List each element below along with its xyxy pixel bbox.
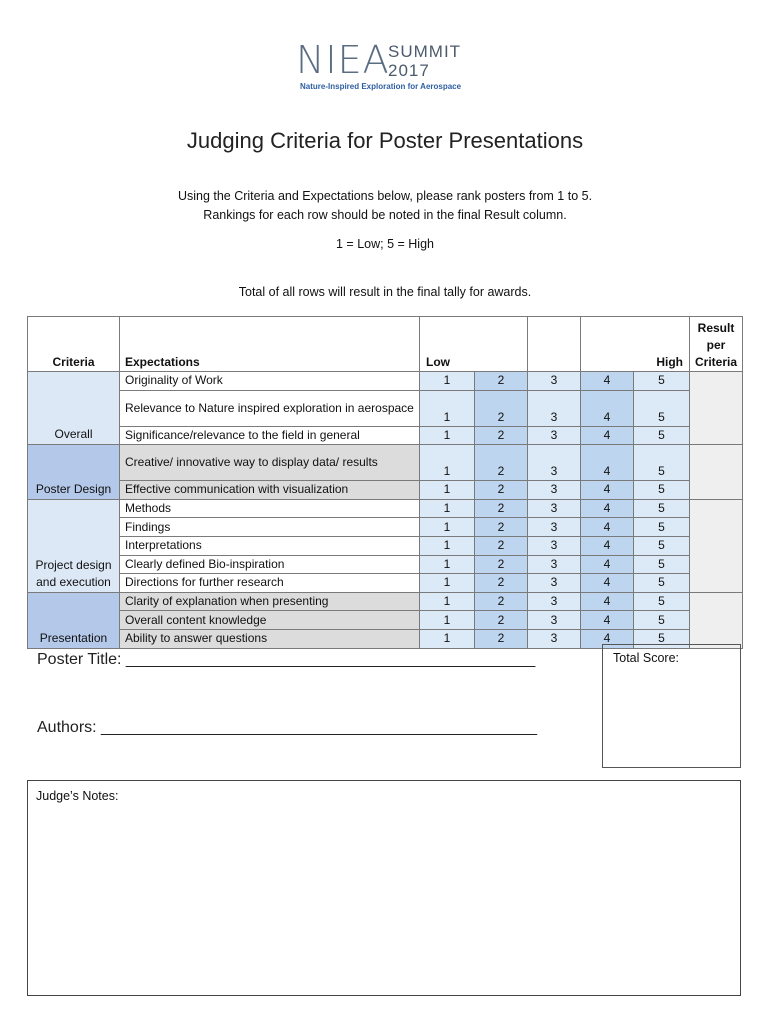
logo-niea-text: NIEA — [296, 38, 390, 82]
score-option-3[interactable]: 3 — [528, 536, 581, 555]
judging-table — [27, 316, 743, 649]
score-option-1[interactable]: 1 — [420, 536, 475, 555]
mid-header-blank — [528, 317, 581, 372]
expectation-cell: Clarity of explanation when presenting — [120, 592, 420, 611]
result-cell[interactable] — [690, 592, 743, 648]
total-note: Total of all rows will result in the final tally for awards. — [238, 285, 532, 299]
score-option-2[interactable]: 2 — [475, 536, 528, 555]
score-option-5[interactable]: 5 — [634, 481, 690, 500]
score-option-1[interactable]: 1 — [420, 629, 475, 648]
judges-notes-label: Judge’s Notes: — [36, 789, 119, 803]
result-cell[interactable] — [690, 445, 743, 500]
score-option-2[interactable]: 2 — [475, 499, 528, 518]
score-option-3[interactable]: 3 — [528, 481, 581, 500]
expectation-cell: Relevance to Nature inspired exploration in aerospace — [120, 390, 420, 426]
score-option-2[interactable]: 2 — [475, 592, 528, 611]
score-option-5[interactable]: 5 — [634, 426, 690, 445]
criteria-header: Criteria — [28, 317, 120, 372]
expectation-cell: Originality of Work — [120, 372, 420, 391]
low-header: Low — [420, 317, 528, 372]
table-row — [28, 481, 743, 500]
table-row — [28, 536, 743, 555]
score-option-3[interactable]: 3 — [528, 426, 581, 445]
score-option-5[interactable]: 5 — [634, 445, 690, 481]
judges-notes-box[interactable] — [27, 780, 741, 996]
score-option-2[interactable]: 2 — [475, 426, 528, 445]
score-option-4[interactable]: 4 — [581, 426, 634, 445]
expectation-cell: Findings — [120, 518, 420, 537]
score-option-1[interactable]: 1 — [420, 372, 475, 391]
score-option-2[interactable]: 2 — [475, 481, 528, 500]
expectations-header: Expectations — [120, 317, 420, 372]
score-option-2[interactable]: 2 — [475, 390, 528, 426]
score-option-4[interactable]: 4 — [581, 390, 634, 426]
table-row — [28, 592, 743, 611]
score-option-1[interactable]: 1 — [420, 481, 475, 500]
expectation-cell: Effective communication with visualization — [120, 481, 420, 500]
logo-summit-text: SUMMIT — [388, 42, 462, 61]
score-option-4[interactable]: 4 — [581, 592, 634, 611]
score-option-3[interactable]: 3 — [528, 445, 581, 481]
score-option-4[interactable]: 4 — [581, 445, 634, 481]
score-option-4[interactable]: 4 — [581, 536, 634, 555]
score-option-4[interactable]: 4 — [581, 518, 634, 537]
score-option-5[interactable]: 5 — [634, 372, 690, 391]
score-option-1[interactable]: 1 — [420, 611, 475, 630]
high-header: High — [581, 317, 690, 372]
result-cell[interactable] — [690, 372, 743, 445]
intro-line-1: Using the Criteria and Expectations below, please rank posters from 1 to 5. — [177, 189, 593, 203]
score-option-2[interactable]: 2 — [475, 372, 528, 391]
score-option-5[interactable]: 5 — [634, 574, 690, 593]
total-score-label: Total Score: — [613, 651, 680, 665]
score-option-1[interactable]: 1 — [420, 426, 475, 445]
result-cell[interactable] — [690, 499, 743, 592]
score-option-5[interactable]: 5 — [634, 555, 690, 574]
score-option-5[interactable]: 5 — [634, 499, 690, 518]
score-option-1[interactable]: 1 — [420, 592, 475, 611]
score-option-2[interactable]: 2 — [475, 629, 528, 648]
poster-title-field[interactable]: Poster Title: ______________________________________________ — [37, 651, 536, 668]
score-option-1[interactable]: 1 — [420, 499, 475, 518]
score-option-3[interactable]: 3 — [528, 518, 581, 537]
table-row — [28, 555, 743, 574]
score-option-3[interactable]: 3 — [528, 592, 581, 611]
score-option-4[interactable]: 4 — [581, 481, 634, 500]
result-header: Result per Criteria — [690, 317, 743, 372]
score-option-5[interactable]: 5 — [634, 611, 690, 630]
score-option-3[interactable]: 3 — [528, 611, 581, 630]
expectation-cell: Methods — [120, 499, 420, 518]
score-option-1[interactable]: 1 — [420, 390, 475, 426]
score-option-4[interactable]: 4 — [581, 574, 634, 593]
expectation-cell: Directions for further research — [120, 574, 420, 593]
scale-note: 1 = Low; 5 = High — [336, 237, 434, 251]
score-option-3[interactable]: 3 — [528, 555, 581, 574]
logo-tagline: Nature-Inspired Exploration for Aerospace — [300, 82, 462, 91]
score-option-2[interactable]: 2 — [475, 574, 528, 593]
table-row — [28, 372, 743, 391]
niea-logo — [296, 40, 486, 96]
score-option-1[interactable]: 1 — [420, 445, 475, 481]
authors-field[interactable]: Authors: _________________________________________________ — [37, 719, 538, 736]
expectation-cell: Interpretations — [120, 536, 420, 555]
criteria-cell: Overall — [28, 372, 120, 445]
score-option-3[interactable]: 3 — [528, 372, 581, 391]
score-option-5[interactable]: 5 — [634, 390, 690, 426]
expectation-cell: Overall content knowledge — [120, 611, 420, 630]
page-title: Judging Criteria for Poster Presentations — [186, 128, 584, 153]
table-row — [28, 426, 743, 445]
score-option-3[interactable]: 3 — [528, 499, 581, 518]
score-option-4[interactable]: 4 — [581, 555, 634, 574]
table-row — [28, 518, 743, 537]
score-option-2[interactable]: 2 — [475, 611, 528, 630]
score-option-1[interactable]: 1 — [420, 574, 475, 593]
score-option-2[interactable]: 2 — [475, 445, 528, 481]
criteria-cell: Presentation — [28, 592, 120, 648]
criteria-cell: Project design and execution — [28, 499, 120, 592]
criteria-cell: Poster Design — [28, 445, 120, 500]
score-option-1[interactable]: 1 — [420, 518, 475, 537]
logo-year-text: 2017 — [388, 61, 430, 80]
table-row — [28, 574, 743, 593]
score-option-1[interactable]: 1 — [420, 555, 475, 574]
score-option-2[interactable]: 2 — [475, 518, 528, 537]
score-option-2[interactable]: 2 — [475, 555, 528, 574]
score-option-3[interactable]: 3 — [528, 629, 581, 648]
intro-line-2: Rankings for each row should be noted in the final Result column. — [203, 208, 567, 222]
table-row — [28, 611, 743, 630]
score-option-5[interactable]: 5 — [634, 629, 690, 648]
table-row — [28, 445, 743, 481]
score-option-3[interactable]: 3 — [528, 390, 581, 426]
expectation-cell: Ability to answer questions — [120, 629, 420, 648]
table-row — [28, 390, 743, 426]
score-option-5[interactable]: 5 — [634, 536, 690, 555]
score-option-3[interactable]: 3 — [528, 574, 581, 593]
score-option-4[interactable]: 4 — [581, 499, 634, 518]
expectation-cell: Clearly defined Bio-inspiration — [120, 555, 420, 574]
score-option-4[interactable]: 4 — [581, 629, 634, 648]
expectation-cell: Significance/relevance to the field in general — [120, 426, 420, 445]
total-score-box[interactable] — [602, 644, 741, 768]
score-option-4[interactable]: 4 — [581, 372, 634, 391]
score-option-4[interactable]: 4 — [581, 611, 634, 630]
table-row — [28, 499, 743, 518]
score-option-5[interactable]: 5 — [634, 518, 690, 537]
expectation-cell: Creative/ innovative way to display data/ results — [120, 445, 420, 481]
score-option-5[interactable]: 5 — [634, 592, 690, 611]
